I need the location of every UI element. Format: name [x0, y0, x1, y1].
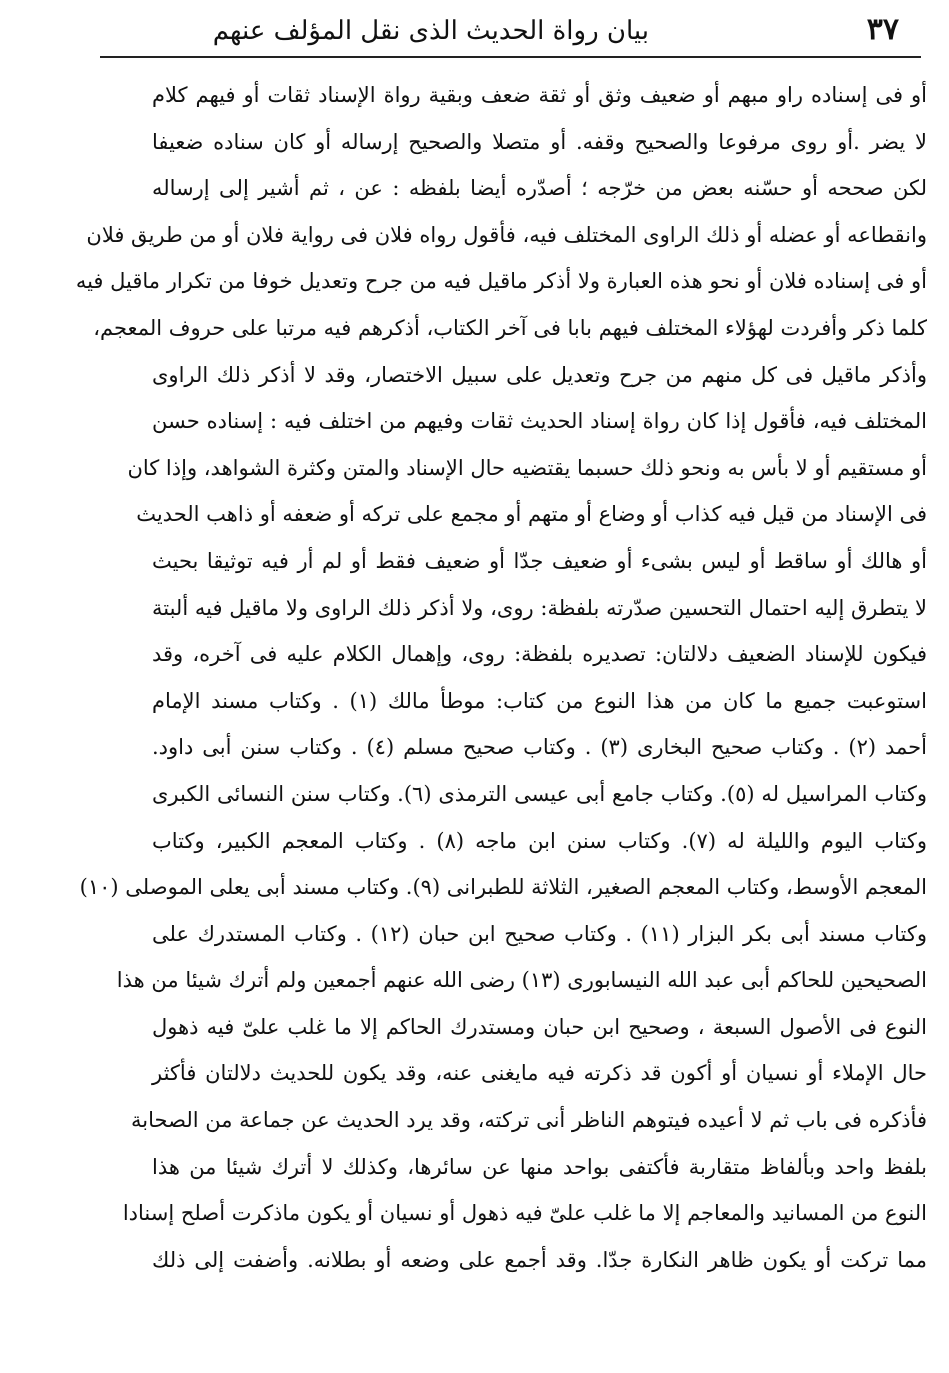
text-line: لا يضر .أو روى مرفوعا والصحيح وقفه. أو متصلا والصحيح إرساله أو كان سناده ضعيفا: [152, 129, 927, 154]
text-line: أو فى إسناده فلان أو نحو هذه العبارة ولا أذكر ماقيل فيه من جرح وتعديل خوفا من تكرار ماقيل فيه: [75, 269, 927, 294]
text-line: وكتاب المراسيل له (٥). وكتاب جامع أبى عيسى الترمذى (٦). وكتاب سنن النسائى الكبرى: [152, 781, 927, 806]
text-line: المعجم الأوسط، وكتاب المعجم الصغير، الثلاثة للطبرانى (٩). وكتاب مسند أبى يعلى الموصلى (١٠): [79, 875, 927, 900]
page-header: [100, 6, 919, 54]
text-line: النوع من المسانيد والمعاجم إلا ما غلب علىّ فيه ذهول أو نسيان أو يكون ماذكرت أصلح إسنادا: [122, 1201, 927, 1226]
page-number: ٣٧: [866, 12, 899, 47]
text-line: المختلف فيه، فأقول إذا كان رواة إسناد الحديث ثقات وفيهم من اختلف فيه : إسناده حسن: [152, 409, 927, 434]
text-line: بلفظ واحد وبألفاظ متقاربة فأكتفى بواحد منها عن سائرها، وكذلك لا أترك شيئا من هذا: [152, 1154, 927, 1179]
text-line: حال الإملاء أو نسيان أو أكون قد ذكرته فيه مايغنى عنه، وقد يكون للحديث دلالتان فأكثر: [152, 1061, 927, 1086]
text-line: أو مستقيم أو لا بأس به ونحو ذلك حسبما يقتضيه حال الإسناد والمتن وكثرة الشواهد، وإذا كان: [127, 455, 927, 480]
header-rule: [100, 56, 921, 58]
body-text: [75, 72, 928, 1283]
text-line: وكتاب اليوم والليلة له (٧). وكتاب سنن ابن ماجه (٨) . وكتاب المعجم الكبير، وكتاب: [152, 828, 927, 853]
text-line: كلما ذكر وأفردت لهؤلاء المختلف فيهم بابا فى آخر الكتاب، أذكرهم فيه مرتبا على حروف المعجم،: [93, 315, 927, 340]
text-line: وأذكر ماقيل فى كل منهم من جرح وتعديل على سبيل الاختصار، وقد لا أذكر ذلك الراوى: [152, 362, 927, 387]
text-line: استوعبت جميع ما كان من هذا النوع من كتاب: موطأ مالك (١) . وكتاب مسند الإمام: [152, 688, 927, 713]
text-line: فى الإسناد من قيل فيه كذاب أو وضاع أو متهم أو مجمع على تركه أو ضعفه أو ذاهب الحديث: [136, 502, 927, 527]
text-line: فأذكره فى باب ثم لا أعيده فيتوهم الناظر أنى تركته، وقد يرد الحديث عن جماعة من الصحابة: [131, 1108, 927, 1133]
text-line: الصحيحين للحاكم أبى عبد الله النيسابورى (١٣) رضى الله عنهم أجمعين ولم أترك شيئا من هذا: [116, 968, 927, 993]
text-line: أو فى إسناده راو مبهم أو ضعيف وثق أو ثقة ضعف وبقية رواة الإسناد ثقات أو فيهم كلام: [152, 83, 927, 107]
text-line: النوع فى الأصول السبعة ، وصحيح ابن حبان ومستدرك الحاكم إلا ما غلب علىّ فيه ذهول: [152, 1014, 927, 1039]
text-line: مما تركت أو يكون ظاهر النكارة جدّا. وقد أجمع على وضعه أو بطلانه. وأضفت إلى ذلك: [152, 1247, 927, 1272]
text-line: لكن صححه أو حسّنه بعض من خرّجه ؛ أصدّره أيضا بلفظه : عن ، ثم أشير إلى إرساله: [152, 176, 927, 201]
text-line: أو هالك أو ساقط أو ليس بشىء أو ضعيف جدّا أو ضعيف فقط أو لم أر فيه توثيقا بحيث: [152, 548, 927, 573]
text-line: فيكون للإسناد الضعيف دلالتان: تصديره بلفظة: روى، وإهمال الكلام عليه فى آخره، وقد: [152, 642, 927, 667]
running-title: بيان رواة الحديث الذى نقل المؤلف عنهم: [212, 16, 649, 46]
text-line: وكتاب مسند أبى بكر البزار (١١) . وكتاب صحيح ابن حبان (١٢) . وكتاب المستدرك على: [152, 921, 928, 946]
text-line: لا يتطرق إليه احتمال التحسين صدّرته بلفظة: روى، ولا أذكر ذلك الراوى ولا ماقيل فيه ألبتة: [152, 595, 927, 620]
text-line: وانقطاعه أو عضله أو ذلك الراوى المختلف فيه، فأقول رواه فلان فى رواية فلان أو من طريق فلان: [86, 222, 927, 247]
text-line: أحمد (٢) . وكتاب صحيح البخارى (٣) . وكتاب صحيح مسلم (٤) . وكتاب سنن أبى داود.: [152, 735, 928, 760]
